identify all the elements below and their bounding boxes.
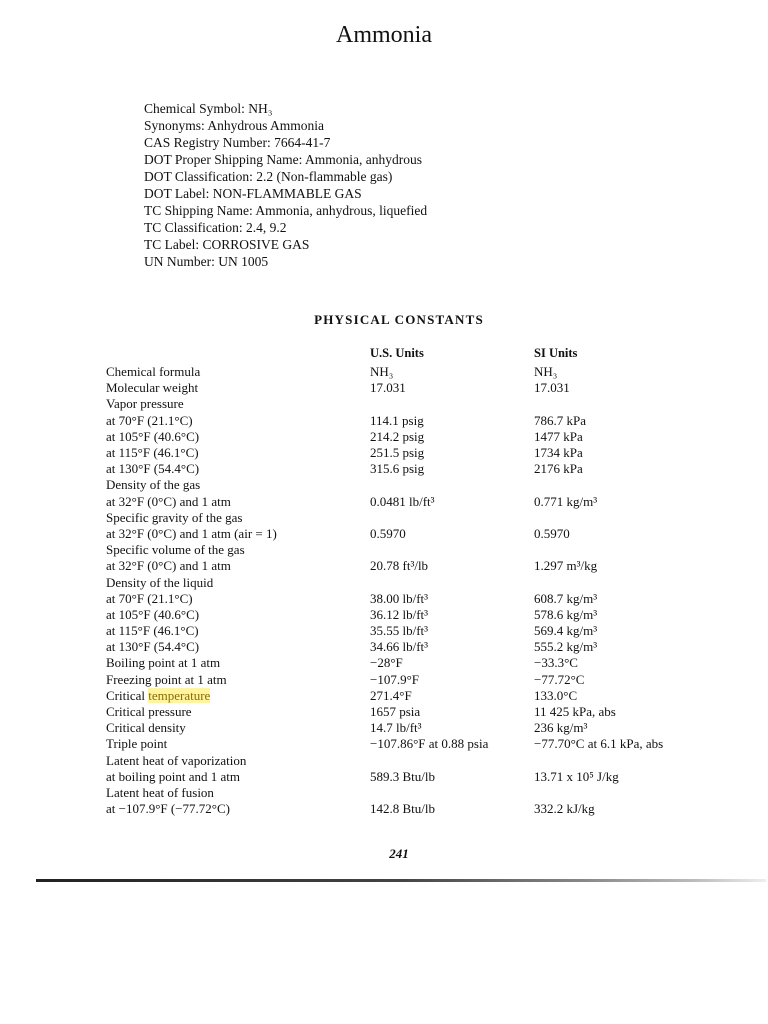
si-value: 786.7 kPa: [534, 412, 586, 428]
property-label: [106, 785, 370, 801]
us-value: 251.5 psig: [370, 445, 425, 461]
property-label: [106, 526, 370, 542]
property-label: [106, 623, 370, 639]
si-value: 11 425 kPa, abs: [534, 704, 616, 720]
constants-row: [106, 445, 714, 461]
property-label-text: at 32°F (0°C) and 1 atm: [106, 493, 231, 509]
si-value: [534, 477, 714, 493]
property-label: [106, 753, 370, 769]
property-label: [106, 413, 370, 429]
constants-row: [106, 736, 714, 752]
property-label-text: Freezing point at 1 atm: [106, 671, 227, 687]
property-label-text: at −107.9°F (−77.72°C): [106, 801, 231, 817]
si-units-header: SI Units: [534, 346, 578, 360]
property-label-text: Vapor pressure: [106, 396, 184, 412]
dot-classification: DOT Classification: 2.2 (Non-flammable gas): [144, 169, 393, 184]
constants-row: [106, 785, 714, 801]
constants-row: [106, 510, 714, 526]
property-label-text: Latent heat of vaporization: [106, 752, 247, 768]
property-label-text: Critical: [106, 687, 149, 703]
us-value: 20.78 ft³/lb: [370, 558, 429, 574]
us-value: 0.0481 lb/ft³: [370, 493, 435, 509]
property-label: [106, 704, 370, 720]
page-title: Ammonia: [336, 22, 432, 48]
us-value: 38.00 lb/ft³: [370, 590, 429, 606]
tc-label: TC Label: CORROSIVE GAS: [144, 237, 310, 252]
us-value: [370, 510, 534, 526]
constants-row: [106, 413, 714, 429]
us-value: 1657 psia: [370, 704, 421, 720]
si-value: NH₃: [534, 364, 558, 380]
property-label-text: at 130°F (54.4°C): [106, 639, 200, 655]
si-value: 608.7 kg/m³: [534, 590, 598, 606]
section-title: PHYSICAL CONSTANTS: [314, 312, 484, 327]
property-label-text: at 115°F (46.1°C): [106, 445, 199, 461]
si-value: [534, 574, 714, 590]
constants-row: [106, 769, 714, 785]
si-value: −77.72°C: [534, 671, 585, 687]
us-value: [370, 785, 534, 801]
property-label: [106, 769, 370, 785]
chemical-symbol: Chemical Symbol: NH₃: [144, 101, 273, 116]
property-label: [106, 558, 370, 574]
us-value: 214.2 psig: [370, 428, 425, 444]
property-label-text: at 32°F (0°C) and 1 atm: [106, 558, 231, 574]
constants-row: [106, 364, 714, 380]
constants-row: [106, 461, 714, 477]
dot-shipping-name: DOT Proper Shipping Name: Ammonia, anhydrous: [144, 152, 422, 167]
property-label: [106, 607, 370, 623]
constants-row: [106, 688, 714, 704]
us-value: −107.86°F at 0.88 psia: [370, 736, 489, 752]
property-label-text: at 105°F (40.6°C): [106, 428, 200, 444]
si-value: [534, 785, 714, 801]
constants-row: [106, 494, 714, 510]
property-label-text: at 32°F (0°C) and 1 atm (air = 1): [106, 525, 277, 541]
constants-row: [106, 623, 714, 639]
property-label: [106, 736, 370, 752]
property-label: [106, 396, 370, 412]
us-value: 36.12 lb/ft³: [370, 606, 429, 622]
us-value: [370, 753, 534, 769]
us-value: −107.9°F: [370, 671, 420, 687]
property-label: [106, 364, 370, 380]
property-label-text: at 70°F (21.1°C): [106, 412, 193, 428]
us-value: [370, 477, 534, 493]
property-label-text: Specific volume of the gas: [106, 542, 245, 558]
us-value: [370, 542, 534, 558]
property-label-text: at 115°F (46.1°C): [106, 623, 199, 639]
si-value: 133.0°C: [534, 687, 578, 703]
property-label: [106, 542, 370, 558]
us-value: 142.8 Btu/lb: [370, 801, 436, 817]
si-value: −33.3°C: [534, 655, 578, 671]
si-value: [534, 396, 714, 412]
property-label: [106, 591, 370, 607]
constants-row: [106, 801, 714, 817]
property-label-text: Critical density: [106, 720, 186, 736]
si-value: [534, 753, 714, 769]
constants-row: [106, 639, 714, 655]
property-label-text: Density of the liquid: [106, 574, 214, 590]
constants-row: [106, 655, 714, 671]
constants-row: [106, 607, 714, 623]
us-value: 17.031: [370, 380, 406, 396]
property-label-text: Density of the gas: [106, 477, 201, 493]
dot-label: DOT Label: NON-FLAMMABLE GAS: [144, 186, 362, 201]
footer-rule: [36, 879, 766, 882]
si-value: 569.4 kg/m³: [534, 623, 598, 639]
si-value: 0.5970: [534, 525, 570, 541]
constants-row: [106, 396, 714, 412]
property-label-text: Triple point: [106, 736, 168, 752]
property-label: [106, 477, 370, 493]
si-value: 578.6 kg/m³: [534, 606, 598, 622]
page-number: 241: [389, 846, 409, 861]
constants-row: [106, 753, 714, 769]
us-value: 0.5970: [370, 525, 406, 541]
si-value: 332.2 kJ/kg: [534, 801, 595, 817]
property-label: [106, 494, 370, 510]
constants-row: [106, 720, 714, 736]
property-label: [106, 688, 370, 704]
property-label-text: Specific gravity of the gas: [106, 509, 243, 525]
property-label-text: Latent heat of fusion: [106, 784, 214, 800]
property-label-text: at 130°F (54.4°C): [106, 461, 200, 477]
un-number: UN Number: UN 1005: [144, 254, 269, 269]
constants-row: [106, 591, 714, 607]
property-label-text: Molecular weight: [106, 380, 199, 396]
property-label: [106, 445, 370, 461]
us-value: 14.7 lb/ft³: [370, 720, 422, 736]
tc-shipping-name: TC Shipping Name: Ammonia, anhydrous, liquefied: [144, 203, 428, 218]
property-label: [106, 801, 370, 817]
us-value: 315.6 psig: [370, 461, 425, 477]
constants-row: [106, 429, 714, 445]
us-value: 589.3 Btu/lb: [370, 768, 436, 784]
property-label: [106, 639, 370, 655]
si-value: 1.297 m³/kg: [534, 558, 598, 574]
property-label-text: Boiling point at 1 atm: [106, 655, 221, 671]
property-label: [106, 574, 370, 590]
si-value: 1477 kPa: [534, 428, 583, 444]
us-value: 271.4°F: [370, 687, 412, 703]
property-label-text: Chemical formula: [106, 364, 201, 380]
si-value: 17.031: [534, 380, 570, 396]
physical-constants-table: [106, 364, 714, 817]
tc-classification: TC Classification: 2.4, 9.2: [144, 220, 287, 235]
constants-row: [106, 477, 714, 493]
si-value: 236 kg/m³: [534, 720, 588, 736]
us-value: [370, 396, 534, 412]
constants-row: [106, 380, 714, 396]
si-value: 1734 kPa: [534, 445, 583, 461]
property-label-text: at 105°F (40.6°C): [106, 606, 200, 622]
si-value: 13.71 x 10⁵ J/kg: [534, 768, 619, 784]
si-value: [534, 510, 714, 526]
constants-row: [106, 574, 714, 590]
us-value: −28°F: [370, 655, 403, 671]
us-value: 35.55 lb/ft³: [370, 623, 429, 639]
highlighted-term: temperature: [148, 687, 211, 703]
us-units-header: U.S. Units: [370, 346, 424, 360]
si-value: 555.2 kg/m³: [534, 639, 598, 655]
constants-row: [106, 542, 714, 558]
property-label: [106, 429, 370, 445]
si-value: 0.771 kg/m³: [534, 493, 598, 509]
si-value: −77.70°C at 6.1 kPa, abs: [534, 736, 664, 752]
us-value: NH₃: [370, 364, 394, 380]
property-label: [106, 380, 370, 396]
property-label: [106, 720, 370, 736]
us-value: 34.66 lb/ft³: [370, 639, 429, 655]
si-value: [534, 542, 714, 558]
property-label-text: at boiling point and 1 atm: [106, 768, 240, 784]
synonyms: Synonyms: Anhydrous Ammonia: [144, 118, 325, 133]
us-value: 114.1 psig: [370, 412, 424, 428]
property-label: [106, 510, 370, 526]
property-label-text: Critical pressure: [106, 704, 192, 720]
constants-row: [106, 526, 714, 542]
property-label: [106, 461, 370, 477]
property-label: [106, 655, 370, 671]
constants-row: [106, 704, 714, 720]
si-value: 2176 kPa: [534, 461, 583, 477]
us-value: [370, 574, 534, 590]
chemical-info-block: [144, 100, 427, 270]
cas-registry-number: CAS Registry Number: 7664-41-7: [144, 135, 331, 150]
constants-table-body: [106, 364, 714, 817]
constants-row: [106, 558, 714, 574]
property-label: [106, 672, 370, 688]
property-label-text: at 70°F (21.1°C): [106, 590, 193, 606]
constants-row: [106, 672, 714, 688]
